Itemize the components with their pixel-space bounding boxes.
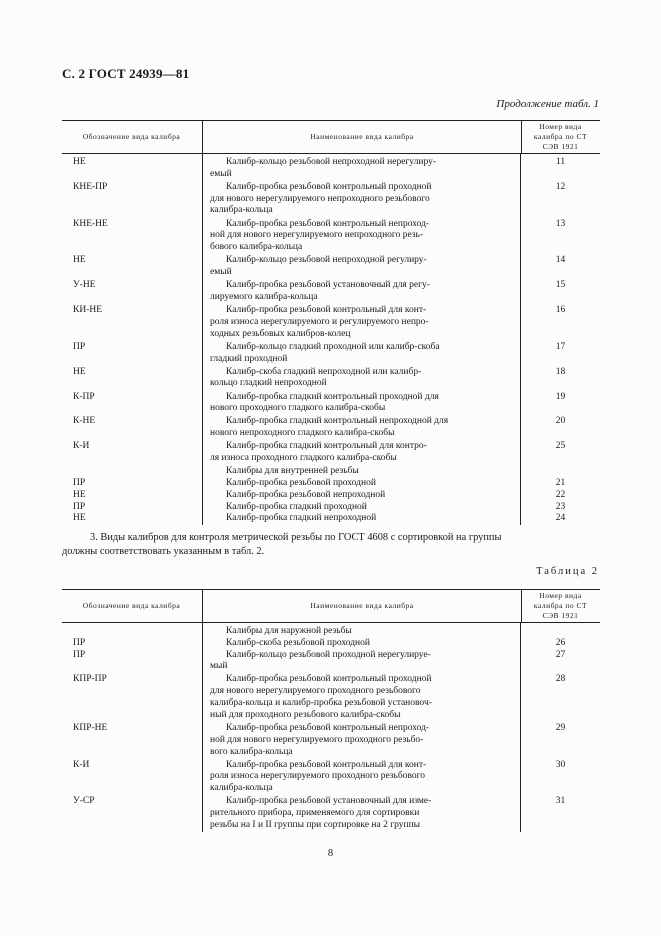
- gauge-name-line: Калибр-пробка резьбовой контрольный для конт-: [226, 759, 427, 770]
- table-2-body: [62, 623, 600, 832]
- gauge-number: 23: [555, 501, 566, 512]
- gauge-name-line: емый: [210, 267, 232, 278]
- col-header-code: Обозначение вида калибра: [82, 132, 181, 141]
- gauge-name-line: калибра-кольца: [210, 205, 273, 216]
- gauge-name-line: Калибр-пробка резьбовой контрольный непроход-: [226, 218, 430, 229]
- gauge-name-line: Калибр-пробка резьбовой проходной: [226, 477, 376, 488]
- gauge-name-line: мый: [210, 661, 228, 672]
- gauge-name-line: ходных резьбовых калибров-колец: [210, 328, 351, 339]
- gauge-name-line: Калибры для внутренней резьбы: [226, 466, 359, 477]
- gauge-name: [202, 478, 521, 490]
- gauge-number: 19: [555, 391, 566, 402]
- gauge-name-line: Калибр-пробка резьбовой установочный для регу-: [226, 280, 430, 291]
- table-1-body: [62, 154, 600, 525]
- page-header: С. 2 ГОСТ 24939—81: [62, 66, 190, 81]
- gauge-code: [62, 626, 202, 638]
- gauge-name: [202, 490, 521, 502]
- gauge-number: [521, 626, 600, 638]
- gauge-number: 14: [555, 255, 566, 266]
- gauge-name: [202, 723, 521, 758]
- gauge-number: 12: [555, 181, 566, 192]
- gauge-number: 30: [555, 759, 566, 770]
- gauge-name: [202, 367, 521, 391]
- gauge-number: 31: [555, 796, 566, 807]
- gauge-name: [202, 466, 521, 478]
- gauge-name-line: ной для нового нерегулируемого проходного резьбо-: [210, 734, 424, 745]
- gauge-name-line: кольцо гладкий непроходной: [210, 378, 327, 389]
- gauge-name-line: Калибр-пробка гладкий контрольный проходной для: [226, 391, 439, 402]
- gauge-name: [202, 441, 521, 465]
- gauge-code: КНЕ-НЕ: [73, 218, 108, 229]
- gauge-name-line: вого калибра-кольца: [210, 746, 293, 757]
- gauge-name: [202, 502, 521, 514]
- gauge-code: У-НЕ: [73, 280, 96, 291]
- col-header-name: Наименование вида калибра: [202, 121, 522, 153]
- gauge-code: КНЕ-ПР: [73, 181, 108, 192]
- gauge-number: 18: [555, 366, 566, 377]
- gauge-code: ПР: [73, 477, 86, 488]
- gauge-name-line: Калибр-пробка гладкий проходной: [226, 501, 367, 512]
- gauge-number: 13: [555, 218, 566, 229]
- gauge-name-line: Калибр-кольцо гладкий проходной или калибр-скоба: [226, 341, 440, 352]
- gauge-name-line: ный для проходного резьбового калибра-скобы: [210, 709, 401, 720]
- table-2: [62, 589, 600, 832]
- gauge-name-line: Калибр-пробка резьбовой контрольный проходной: [226, 181, 432, 192]
- table-continuation-label: Продолжение табл. 1: [496, 98, 599, 110]
- gauge-name: [202, 416, 521, 440]
- gauge-name-line: калибра-кольца и калибр-пробка резьбовой установоч-: [210, 698, 432, 709]
- gauge-name-line: Калибр-кольцо резьбовой непроходной регулиру-: [226, 255, 427, 266]
- gauge-number: 26: [555, 637, 566, 648]
- gauge-name: [202, 342, 521, 366]
- gauge-name: [202, 157, 521, 181]
- gauge-code: К-ПР: [73, 391, 95, 402]
- col-header-number: Номер вида калибра по СТ СЭВ 1921: [533, 591, 588, 620]
- table-1-header: [62, 120, 600, 154]
- table-2-header: [62, 589, 600, 623]
- gauge-name-line: Калибр-пробка гладкий непроходной: [226, 513, 377, 524]
- gauge-name-line: ной для нового нерегулируемого непроходного резь-: [210, 230, 424, 241]
- gauge-number: 22: [555, 489, 566, 500]
- gauge-name-line: роля износа нерегулируемого и регулируемого непро-: [210, 316, 429, 327]
- gauge-name: [202, 650, 521, 674]
- table-1: [62, 120, 600, 525]
- gauge-number: 16: [555, 305, 566, 316]
- gauge-number: 17: [555, 341, 566, 352]
- page-number: 8: [327, 848, 334, 859]
- gauge-number: 29: [555, 722, 566, 733]
- gauge-name: [202, 305, 521, 340]
- gauge-name-line: Калибр-пробка резьбовой контрольный для конт-: [226, 305, 427, 316]
- gauge-name-line: резьбы на I и II группы при сортировке на 2 группы: [210, 819, 421, 830]
- gauge-code: НЕ: [73, 255, 86, 266]
- gauge-name-line: роля износа нерегулируемого проходного резьбового: [210, 771, 426, 782]
- paragraph-3: [62, 531, 600, 559]
- gauge-code: НЕ: [73, 489, 86, 500]
- gauge-name-line: для нового нерегулируемого проходного резьбового: [210, 686, 421, 697]
- gauge-name: [202, 182, 521, 217]
- gauge-name-line: гладкий проходной: [210, 353, 288, 364]
- gauge-name: [202, 638, 521, 650]
- gauge-number: 11: [555, 157, 566, 167]
- gauge-name: [202, 280, 521, 304]
- gauge-code: НЕ: [73, 366, 86, 377]
- gauge-code: КИ-НЕ: [73, 305, 103, 316]
- gauge-name-line: Калибр-пробка гладкий контрольный для контро-: [226, 441, 427, 452]
- paragraph-line-1: 3. Виды калибров для контроля метрической резьбы по ГОСТ 4608 с сортировкой на группы: [90, 532, 502, 543]
- gauge-number: 21: [555, 477, 566, 488]
- gauge-name: [202, 626, 521, 638]
- gauge-code: У-СР: [73, 796, 95, 807]
- gauge-name-line: нового проходного гладкого калибра-скобы: [210, 403, 386, 414]
- gauge-code: К-И: [73, 759, 90, 770]
- gauge-name-line: емый: [210, 168, 232, 179]
- gauge-code: К-НЕ: [73, 416, 96, 427]
- gauge-code: [62, 466, 202, 478]
- gauge-name-line: Калибр-скоба гладкий непроходной или калибр-: [226, 366, 422, 377]
- gauge-name: [202, 674, 521, 721]
- gauge-code: НЕ: [73, 513, 86, 524]
- gauge-name-line: Калибр-пробка резьбовой установочный для изме-: [226, 796, 432, 807]
- col-header-code: Обозначение вида калибра: [82, 601, 181, 610]
- paragraph-line-2: должны соответствовать указанным в табл. 2.: [62, 546, 265, 557]
- gauge-name-line: ля износа проходного гладкого калибра-скобы: [210, 453, 397, 464]
- gauge-name-line: Калибры для наружной резьбы: [226, 626, 352, 636]
- gauge-code: ПР: [73, 649, 86, 660]
- gauge-name: [202, 392, 521, 416]
- gauge-name: [202, 255, 521, 279]
- gauge-name-line: рительного прибора, применяемого для сортировки: [210, 808, 420, 819]
- gauge-name: [202, 219, 521, 254]
- gauge-code: ПР: [73, 341, 86, 352]
- gauge-name-line: бового калибра-кольца: [210, 242, 303, 253]
- gauge-name: [202, 796, 521, 831]
- gauge-number: 27: [555, 649, 566, 660]
- gauge-number: 24: [555, 513, 566, 524]
- gauge-number: 20: [555, 416, 566, 427]
- gauge-name-line: Калибр-скоба резьбовой проходной: [226, 637, 370, 648]
- table-2-label: Таблица 2: [536, 566, 599, 577]
- gauge-name-line: калибра-кольца: [210, 783, 273, 794]
- gauge-code: ПР: [73, 501, 86, 512]
- gauge-name: [202, 513, 521, 525]
- gauge-code: КПР-ПР: [73, 674, 107, 685]
- gauge-number: 15: [555, 280, 566, 291]
- gauge-code: К-И: [73, 441, 90, 452]
- gauge-number: 28: [555, 674, 566, 685]
- gauge-number: 25: [555, 441, 566, 452]
- gauge-name-line: Калибр-кольцо резьбовой проходной нерегулируе-: [226, 649, 431, 660]
- gauge-name-line: лируемого калибра-кольца: [210, 291, 318, 302]
- gauge-name-line: нового непроходного гладкого калибра-скобы: [210, 428, 395, 439]
- gauge-name-line: Калибр-пробка резьбовой контрольный непроход-: [226, 722, 430, 733]
- col-header-name: Наименование вида калибра: [202, 590, 522, 622]
- gauge-name-line: для нового нерегулируемого непроходного резьбового: [210, 193, 430, 204]
- gauge-name-line: Калибр-пробка гладкий контрольный непроходной для: [226, 416, 449, 427]
- gauge-code: НЕ: [73, 157, 86, 167]
- gauge-name: [202, 760, 521, 795]
- gauge-code: КПР-НЕ: [73, 722, 108, 733]
- gauge-code: ПР: [73, 637, 86, 648]
- gauge-name-line: Калибр-пробка резьбовой контрольный проходной: [226, 674, 432, 685]
- gauge-number: [521, 466, 600, 478]
- gauge-name-line: Калибр-пробка резьбовой непроходной: [226, 489, 386, 500]
- col-header-number: Номер вида калибра по СТ СЭВ 1921: [533, 122, 588, 151]
- gauge-name-line: Калибр-кольцо резьбовой непроходной нерегулиру-: [226, 157, 437, 167]
